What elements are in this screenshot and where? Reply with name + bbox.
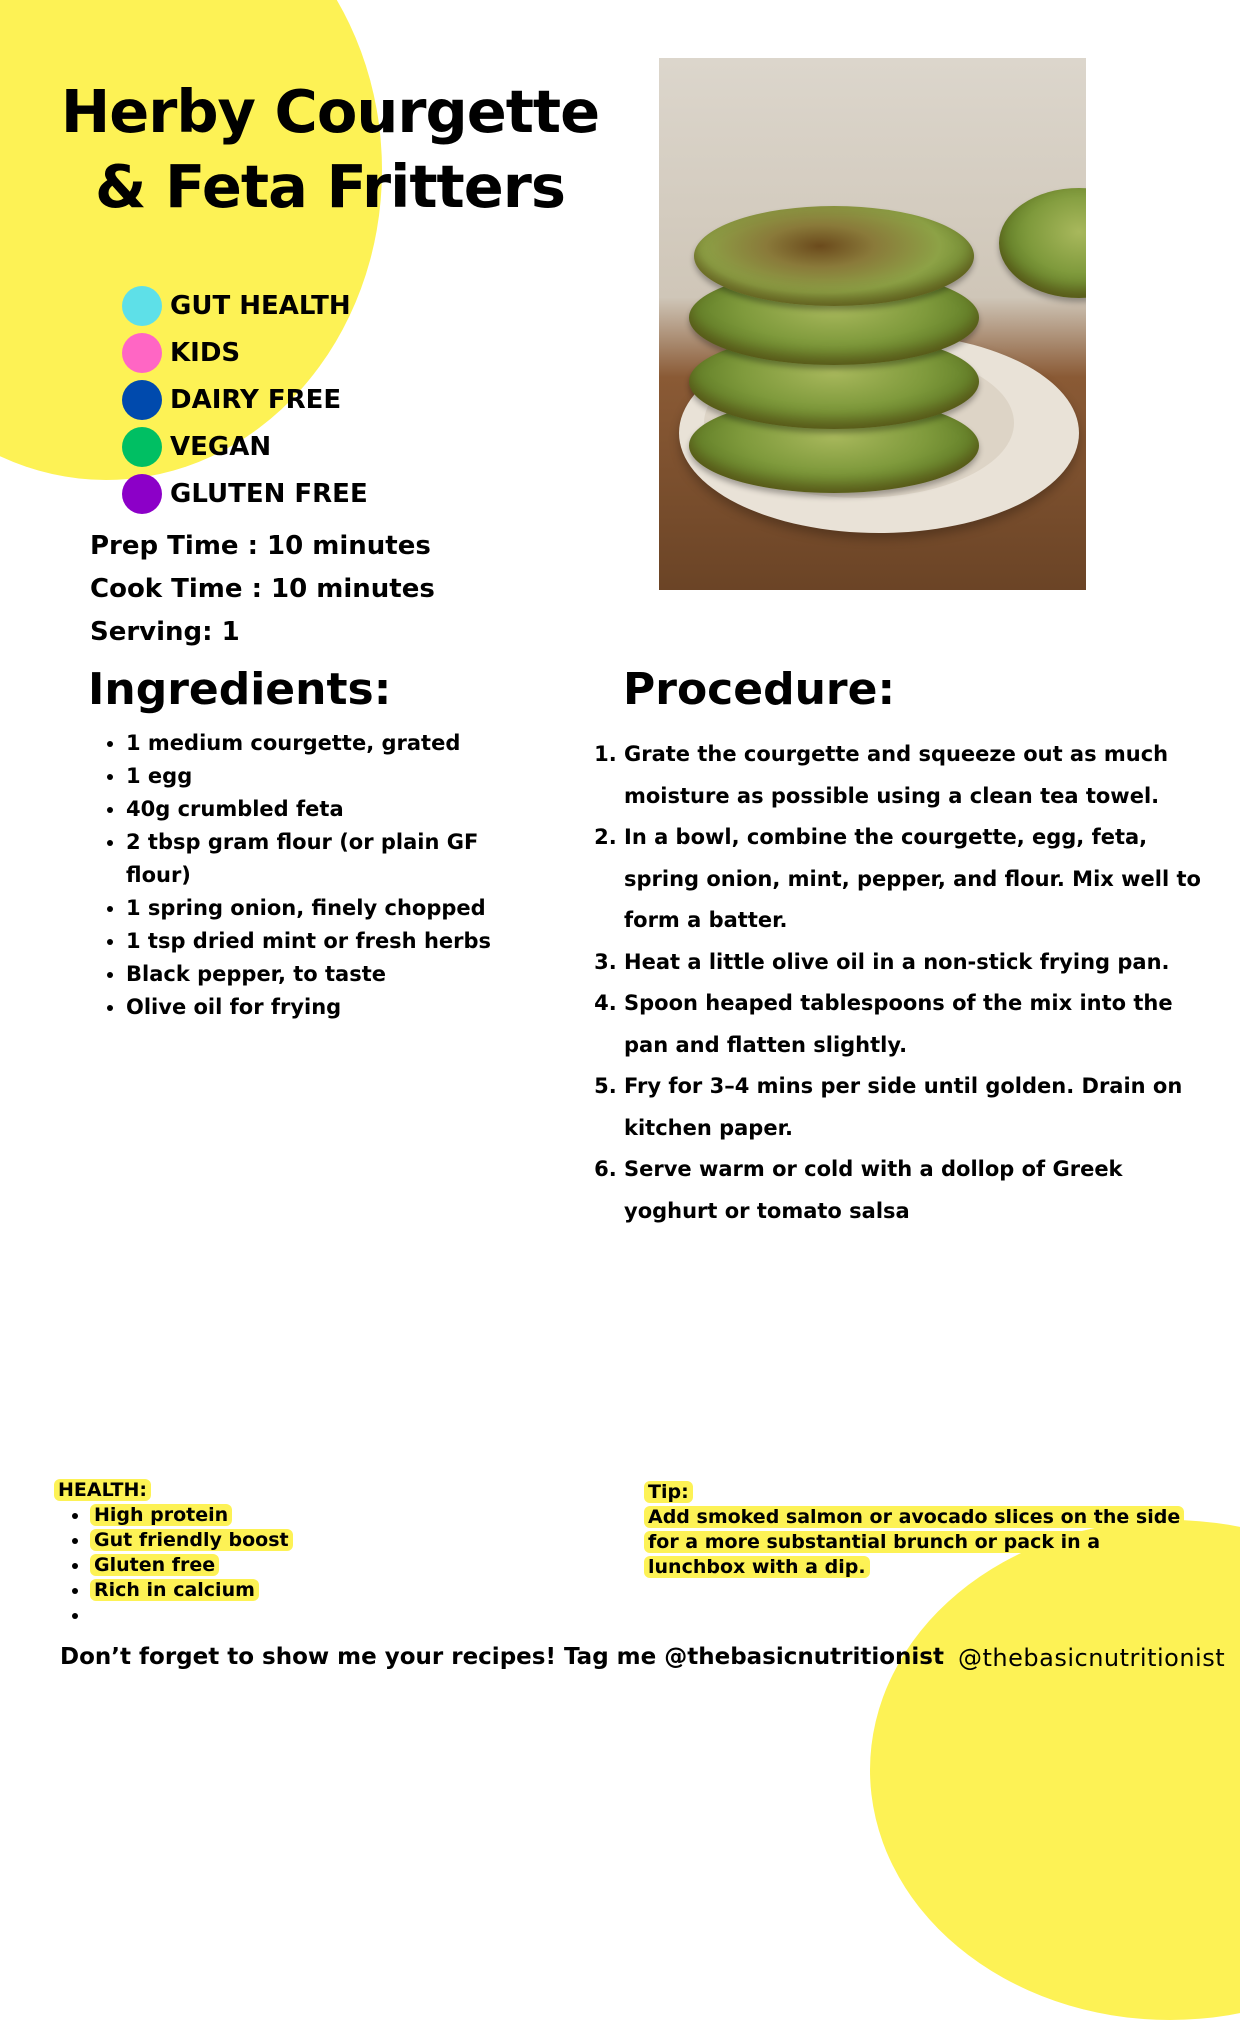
ingredients-heading: Ingredients: — [88, 664, 392, 715]
list-item: 2. In a bowl, combine the courgette, egg, feta, spring onion, mint, pepper, and flour. Mix well to form a batter. — [624, 817, 1214, 942]
footer-call-to-action: Don’t forget to show me your recipes! Tag me @thebasicnutritionist — [60, 1644, 944, 1670]
list-item: • 1 tsp dried mint or fresh herbs — [126, 925, 546, 958]
list-item: • 2 tbsp gram flour (or plain GF flour) — [126, 826, 546, 892]
tag-color-dot — [122, 380, 162, 420]
list-item: • 40g crumbled feta — [126, 793, 546, 826]
list-item: 5. Fry for 3–4 mins per side until golden. Drain on kitchen paper. — [624, 1066, 1214, 1149]
tag-dairy-free — [122, 376, 368, 423]
tag-vegan — [122, 423, 368, 470]
list-item: • 1 egg — [126, 760, 546, 793]
list-item: • 1 spring onion, finely chopped — [126, 892, 546, 925]
health-item-label: Gut friendly boost — [90, 1529, 293, 1551]
health-item-label: Gluten free — [90, 1554, 219, 1576]
list-item: 3. Heat a little olive oil in a non-stick frying pan. — [624, 942, 1214, 984]
tag-gluten-free — [122, 470, 368, 517]
tag-label: GUT HEALTH — [170, 290, 351, 321]
tip-box — [644, 1480, 1199, 1580]
decorative-yellow-circle-bottom — [870, 1520, 1240, 2020]
tag-gut-health — [122, 282, 368, 329]
tag-color-dot — [122, 427, 162, 467]
list-item: 6. Serve warm or cold with a dollop of Greek yoghurt or tomato salsa — [624, 1149, 1214, 1232]
health-item-label: High protein — [90, 1504, 232, 1526]
cook-time: Cook Time : 10 minutes — [90, 574, 435, 604]
tag-label: DAIRY FREE — [170, 384, 342, 415]
list-item — [90, 1503, 293, 1528]
tag-color-dot — [122, 286, 162, 326]
procedure-list — [624, 734, 1214, 1232]
list-item: 4. Spoon heaped tablespoons of the mix into the pan and flatten slightly. — [624, 983, 1214, 1066]
list-item: • 1 medium courgette, grated — [126, 727, 546, 760]
tip-heading: Tip: — [644, 1481, 693, 1503]
fritters-photo — [659, 58, 1086, 590]
diet-tags — [122, 282, 368, 517]
prep-time: Prep Time : 10 minutes — [90, 531, 431, 561]
recipe-times — [90, 525, 435, 654]
serving-count: Serving: 1 — [90, 617, 240, 647]
ingredients-list — [126, 727, 546, 1024]
tag-label: VEGAN — [170, 431, 272, 462]
procedure-heading: Procedure: — [623, 664, 896, 715]
health-heading: HEALTH: — [54, 1479, 151, 1501]
list-item — [90, 1553, 293, 1578]
tip-text: Add smoked salmon or avocado slices on the side for a more substantial brunch or pack in a lunchbox with a dip. — [644, 1506, 1184, 1578]
tag-color-dot — [122, 333, 162, 373]
list-item — [90, 1603, 293, 1628]
list-item: 1. Grate the courgette and squeeze out as much moisture as possible using a clean tea towel. — [624, 734, 1214, 817]
list-item: • Black pepper, to taste — [126, 958, 546, 991]
social-handle: @thebasicnutritionist — [958, 1644, 1226, 1672]
list-item — [90, 1528, 293, 1553]
fritter-shape — [694, 206, 974, 306]
tag-color-dot — [122, 474, 162, 514]
tag-label: GLUTEN FREE — [170, 478, 368, 509]
list-item — [90, 1578, 293, 1603]
health-item-label: Rich in calcium — [90, 1579, 259, 1601]
fritter-shape — [999, 188, 1086, 298]
health-benefits — [54, 1478, 293, 1628]
recipe-title: Herby Courgette & Feta Fritters — [60, 77, 600, 221]
list-item: • Olive oil for frying — [126, 991, 546, 1024]
tag-kids — [122, 329, 368, 376]
tag-label: KIDS — [170, 337, 241, 368]
